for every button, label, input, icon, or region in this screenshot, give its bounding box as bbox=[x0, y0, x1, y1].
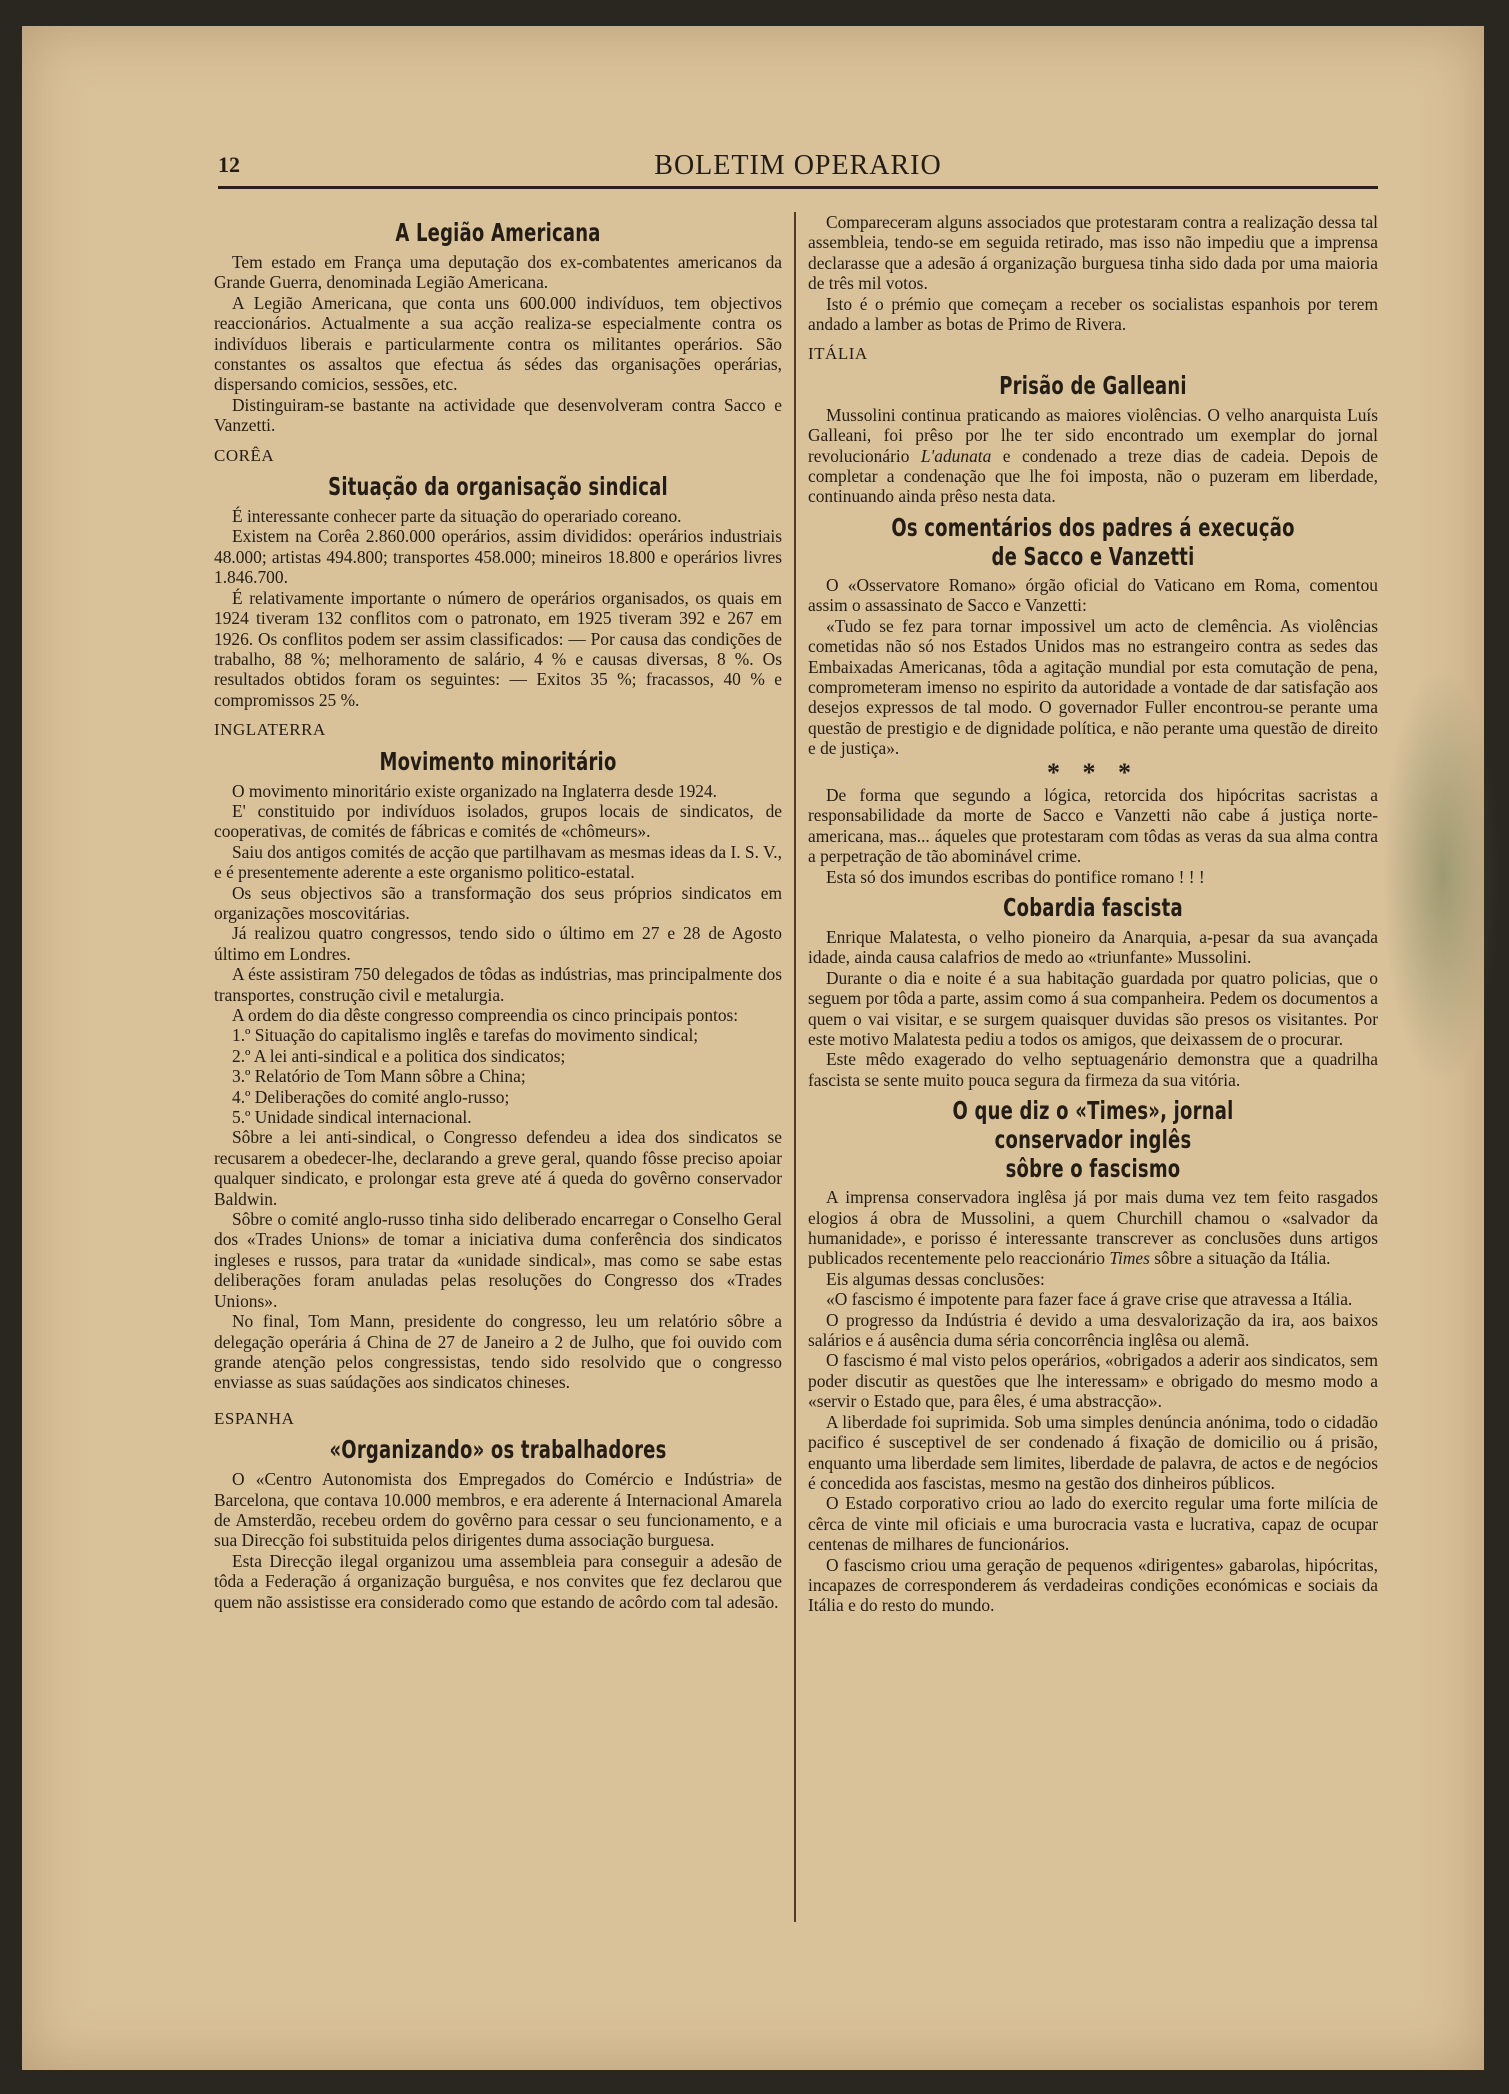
country-label-espanha: ESPANHA bbox=[214, 1408, 295, 1428]
headline-organisacao-sindical: Situação da organisação sindical bbox=[328, 472, 668, 502]
page-header bbox=[218, 146, 1378, 189]
article-paragraph bbox=[808, 1187, 1378, 1269]
article-paragraph: Tem estado em França uma deputação dos ex-combatentes americanos da Grande Guerra, denominada Legião Americana. bbox=[214, 252, 782, 293]
article-paragraph: Saiu dos antigos comités de acção que partilhavam as mesmas ideas da I. S. V., e é presentemente aderente a este organismo politico-estatal. bbox=[214, 841, 782, 883]
article-paragraph: Eis algumas dessas conclusões: bbox=[826, 1268, 1045, 1289]
article-paragraph: Este mêdo exagerado do velho septuagenário demonstra que a quadrilha fascista se sente muito pouca segura da firmeza da sua vitória. bbox=[808, 1049, 1378, 1090]
article-paragraph: Distinguiram-se bastante na actividade que desenvolveram contra Sacco e Vanzetti. bbox=[214, 394, 782, 436]
agenda-item: 5.º Unidade sindical internacional. bbox=[232, 1107, 472, 1128]
article-paragraph: O Estado corporativo criou ao lado do exercito regular uma forte milícia de cêrca de vinte mil oficiais e uma burocracia vasta e lucrativa, capaz de ocupar centenas de milhares de funcionários. bbox=[808, 1493, 1378, 1555]
agenda-item: 2.º A lei anti-sindical e a politica dos sindicatos; bbox=[232, 1045, 566, 1066]
article-paragraph: E' constituido por indivíduos isolados, grupos locais de sindicatos, de cooperativas, de comités de fábricas e comités de «chômeurs». bbox=[214, 800, 782, 842]
left-column bbox=[214, 212, 782, 1612]
article-paragraph: A éste assistiram 750 delegados de tôdas as indústrias, mas principalmente dos transportes, construção civil e metalurgia. bbox=[214, 964, 782, 1005]
article-paragraph: No final, Tom Mann, presidente do congresso, leu um relatório sôbre a delegação operária á China de 27 de Janeiro a 2 de Julho, que foi ouvido com grande atenção pelos congressistas, tendo sido resolvido que o congresso enviasse as suas saúdações aos sindicatos chineses. bbox=[214, 1311, 782, 1393]
article-paragraph: Sôbre o comité anglo-russo tinha sido deliberado encarregar o Conselho Geral dos «Trades Unions» de tomar a iniciativa duma conferência dos sindicatos ingleses e russos, para tratar da «unidade sindical», mas como se sabe estas deliberações foram anuladas pelas resoluções do Congresso dos «Trades Unions». bbox=[214, 1209, 782, 1311]
article-paragraph: Esta Direcção ilegal organizou uma assembleia para conseguir a adesão de tôda a Federação á organização burguêsa, e nos convites que fez declarou que quem não assistisse era considerado como que estando de acôrdo com tal adesão. bbox=[214, 1550, 782, 1612]
article-paragraph: Existem na Corêa 2.860.000 operários, assim divididos: operários industriais 48.000; artistas 494.800; transportes 458.000; mineiros 18.800 e operários livres 1.846.700. bbox=[214, 526, 782, 588]
headline-line: sôbre o fascismo bbox=[1005, 1154, 1181, 1184]
article-paragraph: O «Osservatore Romano» órgão oficial do Vaticano em Roma, comentou assim o assassinato de Sacco e Vanzetti: bbox=[808, 574, 1378, 616]
water-stain bbox=[1382, 666, 1502, 1086]
agenda-item: 4.º Deliberações do comité anglo-russo; bbox=[232, 1086, 510, 1107]
article-paragraph: O progresso da Indústria é devido a uma desvalorização da ira, aos baixos salários e á ausência duma séria concorrência inglêsa ou alemã. bbox=[808, 1309, 1378, 1351]
headline-prisao-galleani: Prisão de Galleani bbox=[999, 370, 1187, 400]
paragraph-text: Mussolini continua praticando as maiores violências. O velho anarquista Luís Galleani, foi prêso por lhe ter sido encontrado um exemplar do jornal revolucionário bbox=[808, 404, 1378, 466]
headline-line: de Sacco e Vanzetti bbox=[991, 541, 1195, 571]
article-paragraph: A liberdade foi suprimida. Sob uma simples denúncia anónima, todo o cidadão pacifico é susceptivel de ser condenado á fixação de domicilio ou á prisão, enquanto uma liberdade sem limites, liberdade de palavra, de actos e de negócios é concedida aos fascistas, mesmo na gestão dos dinheiros públicos. bbox=[808, 1411, 1378, 1493]
country-label-corea: CORÊA bbox=[214, 445, 275, 465]
agenda-item: 3.º Relatório de Tom Mann sôbre a China; bbox=[232, 1066, 526, 1087]
column-divider bbox=[794, 212, 796, 1922]
headline-legiao-americana: A Legião Americana bbox=[395, 218, 601, 247]
article-paragraph: O movimento minoritário existe organizado na Inglaterra desde 1924. bbox=[232, 780, 718, 801]
section-separator-stars: * * * bbox=[1047, 757, 1139, 787]
paragraph-text: e condenado a treze dias de cadeia. Depois de completar a condenação que lhe foi imposta, não o puzeram em liberdade, continuando ainda prêso nesta data. bbox=[808, 445, 1378, 507]
country-label-italia: ITÁLIA bbox=[808, 344, 868, 364]
right-column bbox=[808, 212, 1378, 1616]
article-paragraph: De forma que segundo a lógica, retorcida dos hipócritas sacristas a responsabilidade da morte de Sacco e Vanzetti não cabe á justiça norte-americana, mas... áqueles que protestaram com tôdas as veras da sua alma contra a perpetração de tão abominável crime. bbox=[808, 784, 1378, 867]
journal-title: BOLETIM OPERARIO bbox=[654, 150, 942, 181]
article-paragraph: É relativamente importante o número de operários organisados, os quais em 1924 tiveram 132 conflitos com o patronato, em 1925 tiveram 392 e 267 em 1926. Os conflitos podem ser assim classificados: — Por causa das condições de trabalho, 88 %; melhoramento de salário, 4 % e causas diversas, 8 %. Os resultados obtidos foram os seguintes: — Exitos 35 %; fracassos, 40 % e compromissos 25 %. bbox=[214, 587, 782, 710]
article-paragraph: «O fascismo é impotente para fazer face á grave crise que atravessa a Itália. bbox=[826, 1289, 1353, 1310]
headline-organizando-trabalhadores: «Organizando» os trabalhadores bbox=[329, 1435, 667, 1465]
newspaper-name: Times bbox=[1109, 1248, 1150, 1269]
article-paragraph: O «Centro Autonomista dos Empregados do Comércio e Indústria» de Barcelona, que contava 10.000 membros, e era aderente á Internacional Amarela de Amsterdão, recebeu ordem do govêrno para cessar o seu funcionamento, e a sua Direcção foi substituida pelos dirigentes duma associação burguesa. bbox=[214, 1469, 782, 1551]
article-paragraph: A ordem do dia dêste congresso compreendia os cinco principais pontos: bbox=[232, 1005, 739, 1025]
country-label-inglaterra: INGLATERRA bbox=[214, 720, 326, 740]
headline-times-fascismo bbox=[888, 1096, 1298, 1183]
article-paragraph: A Legião Americana, que conta uns 600.000 indivíduos, tem objectivos reaccionários. Actualmente a sua acção realiza-se especialmente contra os indivíduos liberais e particularmente contra os militantes operários. São constantes os assaltos que efectua ás sédes das organisações operárias, dispersando comicios, sessões, etc. bbox=[214, 292, 782, 395]
article-paragraph bbox=[808, 405, 1378, 507]
article-paragraph: Durante o dia e noite é a sua habitação guardada por quatro policias, que o seguem por tôda a parte, assim como á sua companheira. Pedem os documentos a quem o vai visitar, e se surgem quaisquer duvidas são presos os visitantes. Por este motivo Malatesta pediu a todos os amigos, que deixassem de o procurar. bbox=[808, 967, 1378, 1049]
headline-line: O que diz o «Times», jornal conservador inglês bbox=[952, 1096, 1234, 1155]
article-paragraph: Compareceram alguns associados que protestaram contra a realização dessa tal assembleia, tendo-se em seguida retirado, mas isso não impediu que a imprensa declarasse que a adesão á organização burguesa tinha sido dada por uma maioria de três mil votos. bbox=[808, 212, 1378, 294]
article-paragraph: Enrique Malatesta, o velho pioneiro da Anarquia, a-pesar da sua avançada idade, ainda causa calafrios de medo ao «triunfante» Mussolini. bbox=[808, 926, 1378, 968]
article-paragraph: Já realizou quatro congressos, tendo sido o último em 27 e 28 de Agosto último em Londres. bbox=[214, 923, 782, 964]
page-number: 12 bbox=[218, 152, 240, 177]
headline-movimento-minoritario: Movimento minoritário bbox=[379, 746, 617, 776]
headline-cobardia-fascista: Cobardia fascista bbox=[1003, 892, 1183, 922]
headline-line: Os comentários dos padres á execução bbox=[891, 512, 1295, 542]
headline-comentarios-padres bbox=[888, 513, 1298, 571]
article-paragraph: «Tudo se fez para tornar impossivel um acto de clemência. As violências cometidas não só nos Estados Unidos mas no estrangeiro contra as sedes das Embaixadas Americanas, tôda a agitação mundial por esta comutação de pena, comprometeram imenso no espirito da autoridade a vontade de dar satisfação aos desejos expressos de tal modo. O governador Fuller encontrou-se perante uma questão de prestigio e de dignidade política, e não perante uma questão de direito e de justiça». bbox=[808, 615, 1378, 759]
article-paragraph: O fascismo é mal visto pelos operários, «obrigados a aderir aos sindicatos, sem poder discutir as questões que lhe interessam» e obrigado do mesmo modo a «servir o Estado que, para êles, é uma abstracção». bbox=[808, 1350, 1378, 1412]
article-paragraph: Esta só dos imundos escribas do pontifice romano ! ! ! bbox=[826, 866, 1205, 887]
agenda-item: 1.º Situação do capitalismo inglês e tarefas do movimento sindical; bbox=[232, 1025, 699, 1046]
article-paragraph: É interessante conhecer parte da situação do operariado coreano. bbox=[232, 506, 682, 527]
article-paragraph: Sôbre a lei anti-sindical, o Congresso defendeu a idea dos sindicatos se recusarem a obedecer-lhe, declarando a greve geral, quando fôsse preciso apoiar qualquer sindicato, e prolongar esta greve até á queda do govêrno conservador Baldwin. bbox=[214, 1127, 782, 1209]
paragraph-text: sôbre a situação da Itália. bbox=[1154, 1248, 1331, 1269]
newspaper-name: L'adunata bbox=[920, 445, 992, 466]
article-paragraph: Os seus objectivos são a transformação dos seus próprios sindicatos em organizações moscovitárias. bbox=[214, 882, 782, 923]
paragraph-text: A imprensa conservadora inglêsa já por mais duma vez tem feito rasgados elogios á obra de Mussolini, a quem Churchill chamou o «salvador da humanidade», e porisso é interessante transcrever as conclusões duns artigos publicados recentemente pelo reaccionário bbox=[808, 1187, 1378, 1269]
article-paragraph: O fascismo criou uma geração de pequenos «dirigentes» gabarolas, hipócritas, incapazes de corresponderem ás verdadeiras condições económicas e sociais da Itália e do resto do mundo. bbox=[808, 1554, 1378, 1616]
article-paragraph: Isto é o prémio que começam a receber os socialistas espanhois por terem andado a lamber as botas de Primo de Rivera. bbox=[808, 293, 1378, 335]
